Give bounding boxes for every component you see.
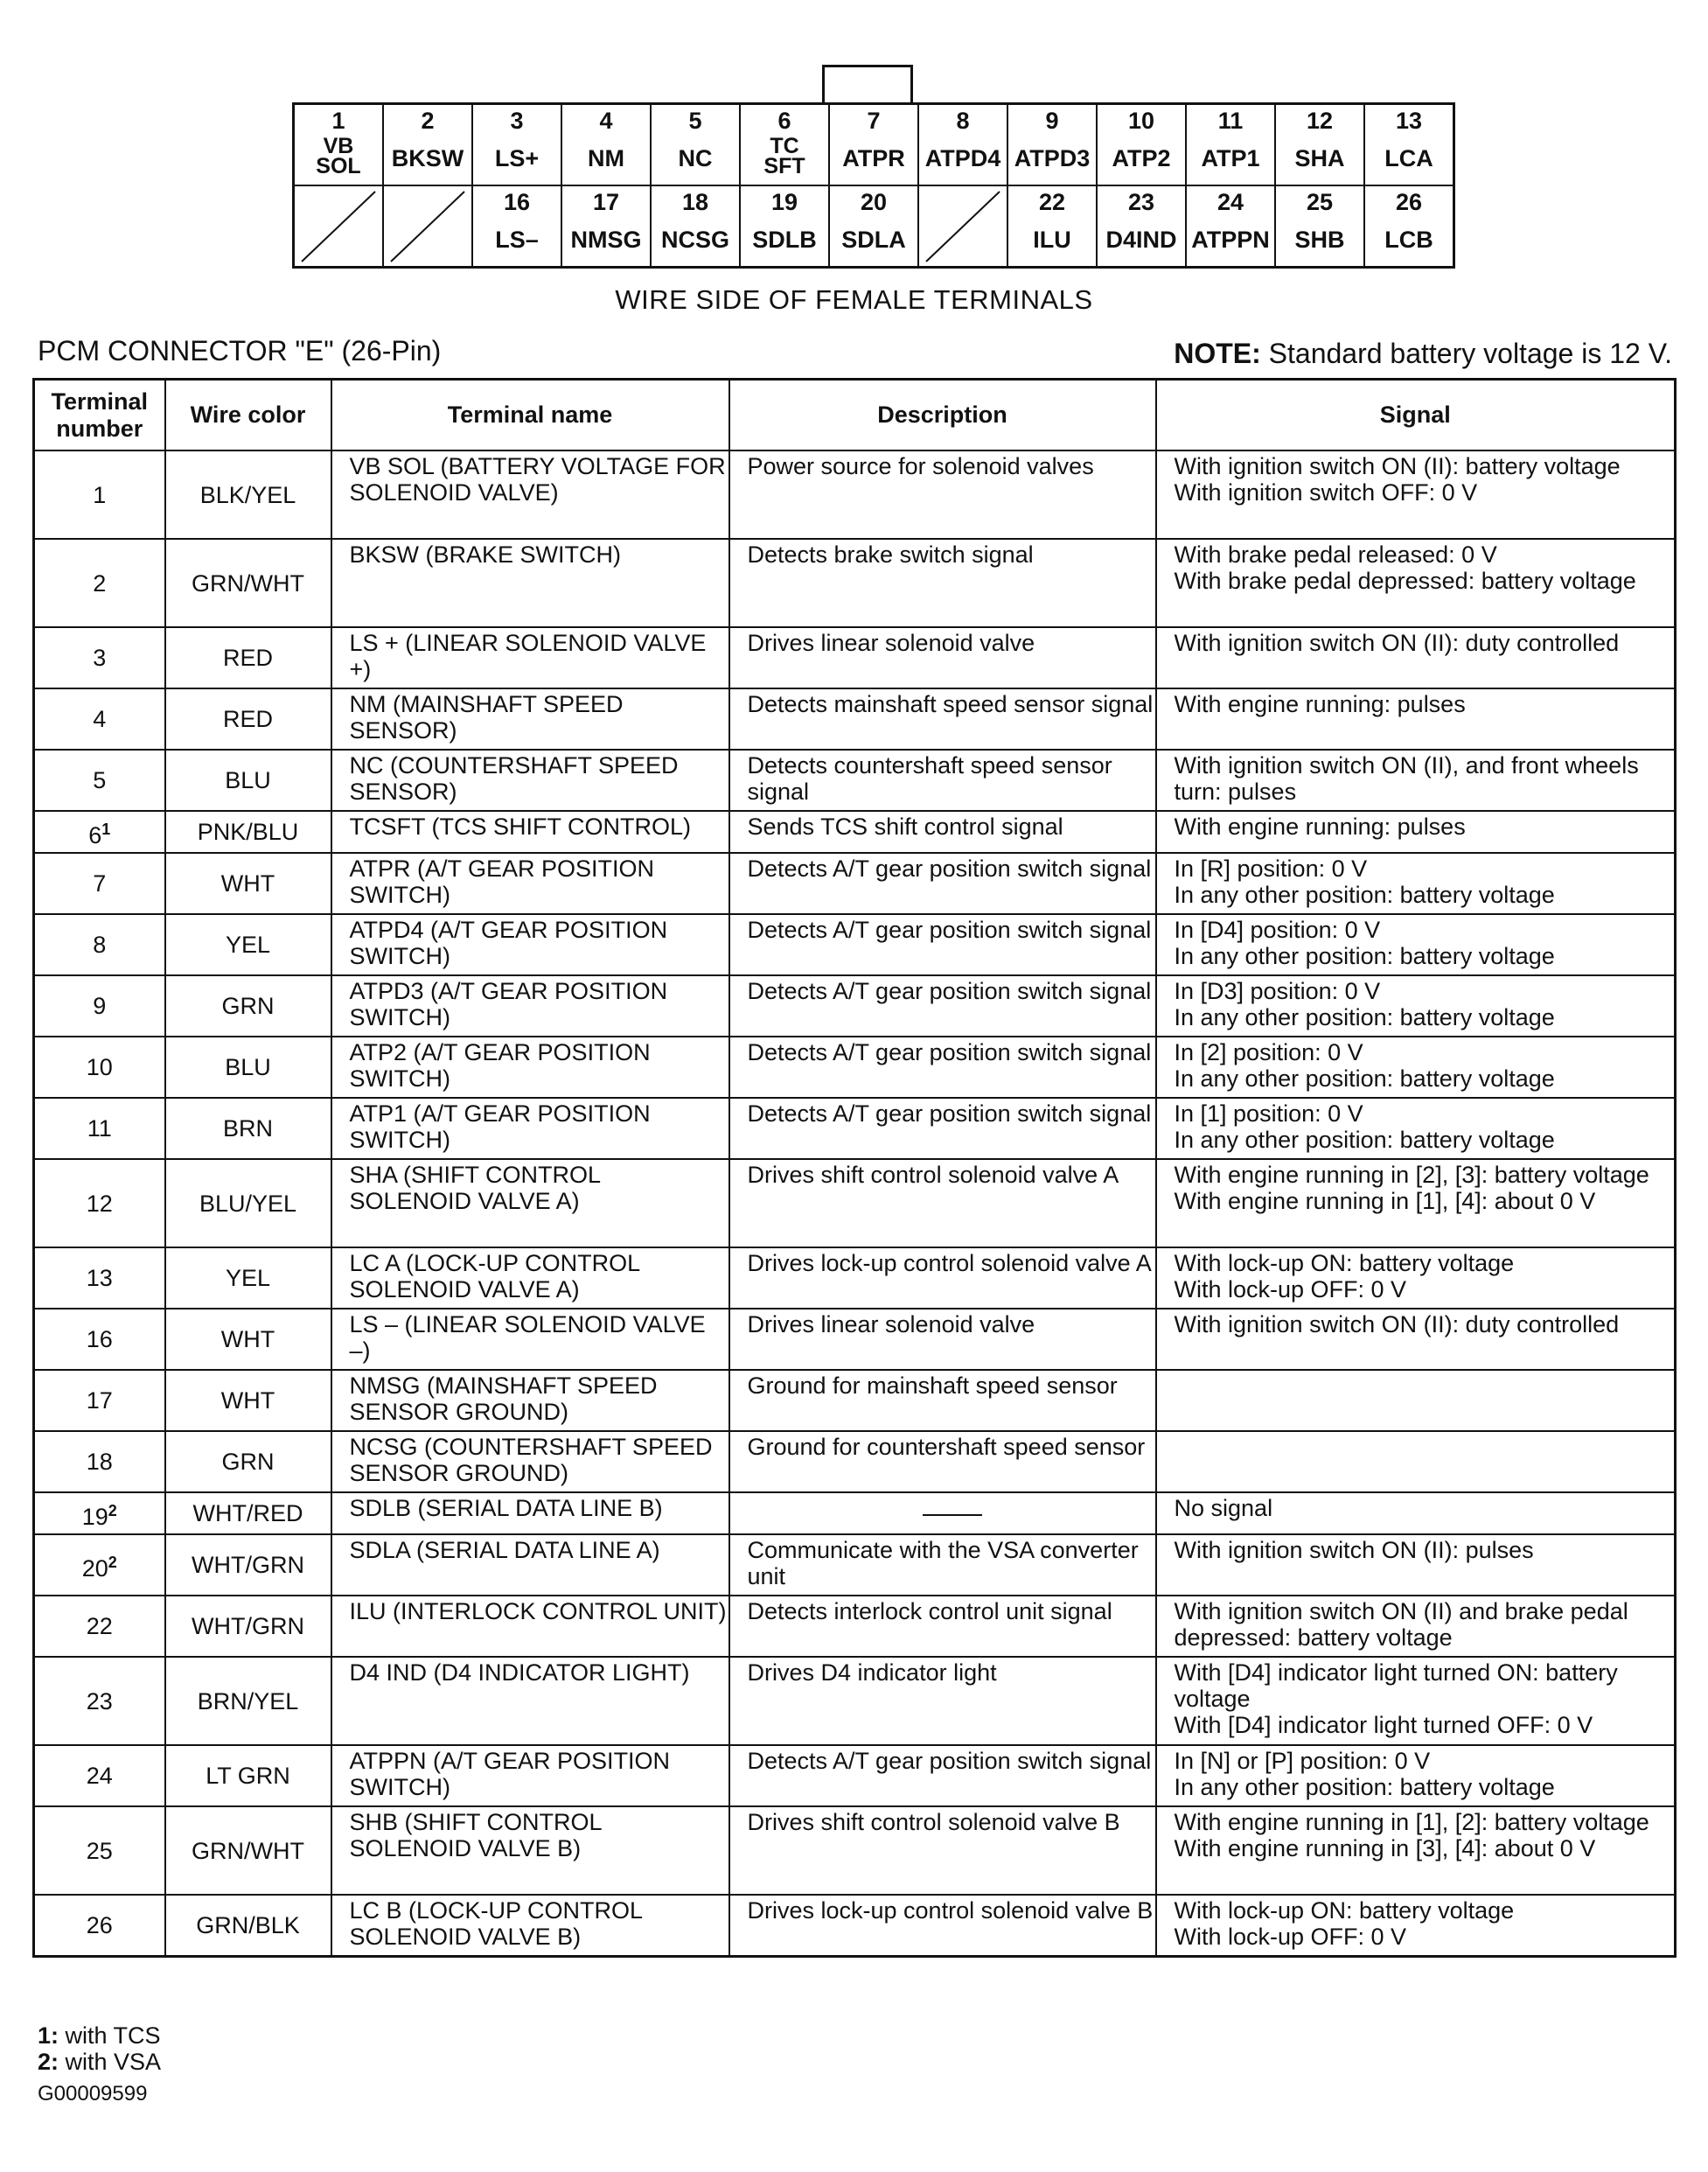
signal: With lock-up ON: battery voltage With lock-up OFF: 0 V <box>1156 1247 1676 1309</box>
pin-name: ATP1 <box>1201 145 1260 171</box>
wire-color: RED <box>165 627 331 688</box>
pin-number: 9 <box>1045 108 1059 134</box>
terminal-name: SHB (SHIFT CONTROL SOLENOID VALVE B) <box>331 1806 729 1895</box>
connector-pin <box>829 104 918 186</box>
pin-name: ATPR <box>842 145 905 171</box>
connector-title: PCM CONNECTOR "E" (26-Pin) <box>38 335 442 367</box>
description: Drives shift control solenoid valve B <box>729 1806 1156 1895</box>
terminal-number <box>34 1745 165 1806</box>
signal: With engine running in [1], [2]: battery voltage With engine running in [3], [4]: about 0 V <box>1156 1806 1676 1895</box>
connector-empty-cavity <box>383 185 472 268</box>
connector-caption: WIRE SIDE OF FEMALE TERMINALS <box>615 284 1093 315</box>
signal: With ignition switch ON (II): duty controlled <box>1156 627 1676 688</box>
terminal-name: NCSG (COUNTERSHAFT SPEED SENSOR GROUND) <box>331 1431 729 1492</box>
pin-name: SDLB <box>752 227 817 253</box>
terminal-number-value: 8 <box>93 932 107 958</box>
signal <box>1156 1370 1676 1431</box>
connector-pin <box>740 104 829 186</box>
signal: In [D3] position: 0 V In any other position: battery voltage <box>1156 975 1676 1037</box>
table-row <box>34 750 1676 811</box>
table-row <box>34 1492 1676 1534</box>
terminal-number-value: 20 <box>81 1554 108 1582</box>
table-row <box>34 1037 1676 1098</box>
terminal-number-value: 24 <box>86 1763 113 1789</box>
description: Detects A/T gear position switch signal <box>729 975 1156 1037</box>
pin-number: 7 <box>867 108 881 134</box>
pin-name: ILU <box>1033 227 1071 253</box>
pin-number: 17 <box>592 189 620 215</box>
footnote-ref: 2 <box>108 1501 117 1519</box>
pin-name: SDLA <box>841 227 906 253</box>
connector-pin <box>1007 104 1097 186</box>
connector-pin <box>1275 185 1364 268</box>
wire-color: LT GRN <box>165 1745 331 1806</box>
terminal-number <box>34 1431 165 1492</box>
description: Drives shift control solenoid valve A <box>729 1159 1156 1247</box>
wire-color: GRN <box>165 1431 331 1492</box>
connector-pin <box>740 185 829 268</box>
pin-number: 26 <box>1395 189 1423 215</box>
connector-pin <box>561 104 651 186</box>
terminal-number-value: 6 <box>88 821 102 849</box>
description: Sends TCS shift control signal <box>729 811 1156 853</box>
table-row <box>34 1745 1676 1806</box>
connector-pin <box>294 104 384 186</box>
wire-color: RED <box>165 688 331 750</box>
terminal-number-value: 10 <box>86 1054 113 1080</box>
description: Detects interlock control unit signal <box>729 1596 1156 1657</box>
description: Drives linear solenoid valve <box>729 627 1156 688</box>
terminal-number <box>34 1895 165 1956</box>
footnote-text: with TCS <box>59 2022 161 2049</box>
wire-color: BLU <box>165 750 331 811</box>
terminal-number-value: 18 <box>86 1449 113 1475</box>
terminal-number <box>34 450 165 539</box>
pin-number: 8 <box>956 108 970 134</box>
wire-color: GRN <box>165 975 331 1037</box>
pin-name: LCA <box>1384 145 1433 171</box>
wire-color: WHT <box>165 853 331 914</box>
wire-color: WHT/GRN <box>165 1596 331 1657</box>
pin-number: 20 <box>860 189 888 215</box>
wire-color: BLK/YEL <box>165 450 331 539</box>
terminal-name: NC (COUNTERSHAFT SPEED SENSOR) <box>331 750 729 811</box>
pin-number: 18 <box>681 189 709 215</box>
header-wire-color: Wire color <box>165 380 331 451</box>
terminal-number <box>34 1657 165 1745</box>
terminal-number <box>34 1596 165 1657</box>
table-row <box>34 627 1676 688</box>
wire-color: BRN/YEL <box>165 1657 331 1745</box>
pin-name: D4IND <box>1105 227 1177 253</box>
wire-color: YEL <box>165 1247 331 1309</box>
signal: In [R] position: 0 V In any other position: battery voltage <box>1156 853 1676 914</box>
terminal-name: ATP1 (A/T GEAR POSITION SWITCH) <box>331 1098 729 1159</box>
description <box>729 1492 1156 1534</box>
wire-color: WHT <box>165 1370 331 1431</box>
terminal-name: ILU (INTERLOCK CONTROL UNIT) <box>331 1596 729 1657</box>
connector-pin <box>829 185 918 268</box>
table-row <box>34 539 1676 627</box>
terminal-number <box>34 1534 165 1596</box>
pin-name: ATP2 <box>1112 145 1171 171</box>
terminal-number <box>34 1098 165 1159</box>
terminal-number-value: 5 <box>93 767 107 793</box>
connector-pin <box>1007 185 1097 268</box>
terminal-name: ATPD3 (A/T GEAR POSITION SWITCH) <box>331 975 729 1037</box>
table-row <box>34 811 1676 853</box>
description: Ground for countershaft speed sensor <box>729 1431 1156 1492</box>
pin-name: LS+ <box>494 145 540 171</box>
table-row <box>34 1534 1676 1596</box>
pin-number: 24 <box>1217 189 1244 215</box>
pin-name: ATPPN <box>1191 227 1270 253</box>
terminal-number-value: 2 <box>93 569 107 597</box>
pin-name: TC SFT <box>763 134 805 178</box>
pin-number: 3 <box>510 108 524 134</box>
terminal-number-value: 7 <box>93 870 107 897</box>
note <box>1174 338 1672 370</box>
wire-color: GRN/WHT <box>165 539 331 627</box>
header-signal: Signal <box>1156 380 1676 451</box>
description: Detects A/T gear position switch signal <box>729 1745 1156 1806</box>
terminal-number <box>34 539 165 627</box>
connector-pin <box>1364 185 1454 268</box>
connector-pin <box>651 185 740 268</box>
terminal-number-value: 19 <box>81 1503 108 1530</box>
connector-pin <box>561 185 651 268</box>
pin-name: NCSG <box>660 227 729 253</box>
description: Power source for solenoid valves <box>729 450 1156 539</box>
terminal-number-value: 3 <box>93 645 107 671</box>
pin-number: 4 <box>599 108 613 134</box>
connector-pin <box>1097 185 1186 268</box>
description: Communicate with the VSA converter unit <box>729 1534 1156 1596</box>
wire-color: BRN <box>165 1098 331 1159</box>
connector-pin <box>383 104 472 186</box>
description: Detects A/T gear position switch signal <box>729 1098 1156 1159</box>
pin-name: ATPD3 <box>1014 145 1091 171</box>
footnote-ref: 2 <box>108 1553 117 1571</box>
terminal-number <box>34 811 165 853</box>
table-row <box>34 1657 1676 1745</box>
description: Drives lock-up control solenoid valve A <box>729 1247 1156 1309</box>
pin-name: NM <box>588 145 624 171</box>
terminal-number-value: 13 <box>86 1265 113 1291</box>
table-row <box>34 975 1676 1037</box>
terminal-number-value: 17 <box>86 1387 113 1414</box>
terminal-number <box>34 627 165 688</box>
signal: With ignition switch ON (II): pulses <box>1156 1534 1676 1596</box>
terminal-name: ATPPN (A/T GEAR POSITION SWITCH) <box>331 1745 729 1806</box>
wire-color: WHT/GRN <box>165 1534 331 1596</box>
signal: With ignition switch ON (II), and front wheels turn: pulses <box>1156 750 1676 811</box>
terminal-name: ATP2 (A/T GEAR POSITION SWITCH) <box>331 1037 729 1098</box>
terminal-name: NM (MAINSHAFT SPEED SENSOR) <box>331 688 729 750</box>
signal: With engine running: pulses <box>1156 688 1676 750</box>
pin-number: 13 <box>1395 108 1423 134</box>
signal <box>1156 1431 1676 1492</box>
connector-pin <box>1097 104 1186 186</box>
terminal-number-value: 16 <box>86 1326 113 1352</box>
connector-locking-tab <box>822 65 913 104</box>
table-row <box>34 853 1676 914</box>
table-row <box>34 1431 1676 1492</box>
footnote-2 <box>38 2049 161 2075</box>
signal: With engine running in [2], [3]: battery voltage With engine running in [1], [4]: about 0 V <box>1156 1159 1676 1247</box>
pin-name: ATPD4 <box>924 145 1001 171</box>
table-row <box>34 1370 1676 1431</box>
terminal-number <box>34 914 165 975</box>
terminal-name: VB SOL (BATTERY VOLTAGE FOR SOLENOID VALVE) <box>331 450 729 539</box>
pin-number: 6 <box>777 108 791 134</box>
terminal-number-value: 4 <box>93 706 107 732</box>
description: Drives lock-up control solenoid valve B <box>729 1895 1156 1956</box>
table-row <box>34 1247 1676 1309</box>
signal: With [D4] indicator light turned ON: battery voltage With [D4] indicator light turned OFF: 0 V <box>1156 1657 1676 1745</box>
pin-name: VB SOL <box>316 134 361 178</box>
pin-number: 23 <box>1127 189 1155 215</box>
pin-number: 16 <box>503 189 531 215</box>
footnote-1 <box>38 2022 161 2049</box>
terminal-number <box>34 688 165 750</box>
description: Drives D4 indicator light <box>729 1657 1156 1745</box>
terminal-number-value: 22 <box>86 1613 113 1639</box>
terminal-table <box>32 378 1677 1958</box>
wire-color: WHT/RED <box>165 1492 331 1534</box>
terminal-name: ATPD4 (A/T GEAR POSITION SWITCH) <box>331 914 729 975</box>
connector-pin <box>1186 104 1275 186</box>
wire-color: BLU/YEL <box>165 1159 331 1247</box>
description: Detects A/T gear position switch signal <box>729 1037 1156 1098</box>
signal: With brake pedal released: 0 V With brake pedal depressed: battery voltage <box>1156 539 1676 627</box>
note-label: NOTE: <box>1174 338 1261 369</box>
connector-pin <box>472 185 561 268</box>
connector-bottom-row <box>294 185 1454 268</box>
pin-name: NMSG <box>570 227 642 253</box>
wire-color: GRN/WHT <box>165 1806 331 1895</box>
terminal-number-value: 12 <box>86 1190 113 1217</box>
table-row <box>34 1895 1676 1956</box>
terminal-number-value: 25 <box>86 1837 113 1864</box>
terminal-number <box>34 975 165 1037</box>
footnote-text: with VSA <box>59 2049 162 2075</box>
description: Detects countershaft speed sensor signal <box>729 750 1156 811</box>
wire-color: YEL <box>165 914 331 975</box>
terminal-number-value: 1 <box>93 481 107 508</box>
table-row <box>34 1806 1676 1895</box>
terminal-name: TCSFT (TCS SHIFT CONTROL) <box>331 811 729 853</box>
description: Ground for mainshaft speed sensor <box>729 1370 1156 1431</box>
terminal-name: LC B (LOCK-UP CONTROL SOLENOID VALVE B) <box>331 1895 729 1956</box>
description: Detects brake switch signal <box>729 539 1156 627</box>
footnote-mark: 1: <box>38 2022 59 2049</box>
connector-pin <box>472 104 561 186</box>
connector-empty-cavity <box>294 185 384 268</box>
terminal-number <box>34 1159 165 1247</box>
signal: With ignition switch ON (II) and brake pedal depressed: battery voltage <box>1156 1596 1676 1657</box>
terminal-number <box>34 1806 165 1895</box>
terminal-name: LS + (LINEAR SOLENOID VALVE +) <box>331 627 729 688</box>
terminal-name: NMSG (MAINSHAFT SPEED SENSOR GROUND) <box>331 1370 729 1431</box>
terminal-number-value: 23 <box>86 1687 113 1715</box>
terminal-name: SDLB (SERIAL DATA LINE B) <box>331 1492 729 1534</box>
footnote-mark: 2: <box>38 2049 59 2075</box>
wire-color: PNK/BLU <box>165 811 331 853</box>
signal: In [2] position: 0 V In any other position: battery voltage <box>1156 1037 1676 1098</box>
table-row <box>34 450 1676 539</box>
connector-pin <box>651 104 740 186</box>
terminal-name: SHA (SHIFT CONTROL SOLENOID VALVE A) <box>331 1159 729 1247</box>
terminal-number <box>34 750 165 811</box>
signal: In [1] position: 0 V In any other position: battery voltage <box>1156 1098 1676 1159</box>
table-header-row <box>34 380 1676 451</box>
wire-color: WHT <box>165 1309 331 1370</box>
wire-color: BLU <box>165 1037 331 1098</box>
pin-number: 22 <box>1038 189 1066 215</box>
signal: With engine running: pulses <box>1156 811 1676 853</box>
signal: In [N] or [P] position: 0 V In any other position: battery voltage <box>1156 1745 1676 1806</box>
header-description: Description <box>729 380 1156 451</box>
pin-name: BKSW <box>391 145 464 171</box>
pin-number: 19 <box>770 189 798 215</box>
pin-number: 25 <box>1306 189 1334 215</box>
description: Detects A/T gear position switch signal <box>729 853 1156 914</box>
wire-color: GRN/BLK <box>165 1895 331 1956</box>
table-row <box>34 1098 1676 1159</box>
pin-number: 2 <box>421 108 435 134</box>
terminal-number <box>34 1309 165 1370</box>
signal: With ignition switch ON (II): battery voltage With ignition switch OFF: 0 V <box>1156 450 1676 539</box>
connector-pin <box>1275 104 1364 186</box>
table-row <box>34 1309 1676 1370</box>
signal: With lock-up ON: battery voltage With lock-up OFF: 0 V <box>1156 1895 1676 1956</box>
figure-id: G00009599 <box>38 2082 148 2106</box>
terminal-name: SDLA (SERIAL DATA LINE A) <box>331 1534 729 1596</box>
header-terminal-name: Terminal name <box>331 380 729 451</box>
pin-number: 11 <box>1217 108 1244 134</box>
connector-empty-cavity <box>918 185 1007 268</box>
terminal-name: LS – (LINEAR SOLENOID VALVE –) <box>331 1309 729 1370</box>
description: Detects mainshaft speed sensor signal <box>729 688 1156 750</box>
connector-pin-diagram <box>292 102 1455 269</box>
signal: In [D4] position: 0 V In any other position: battery voltage <box>1156 914 1676 975</box>
table-row <box>34 1596 1676 1657</box>
terminal-number <box>34 853 165 914</box>
footnote-ref: 1 <box>101 820 111 838</box>
terminal-number <box>34 1492 165 1534</box>
pin-name: SHB <box>1294 227 1345 253</box>
pin-number: 5 <box>688 108 702 134</box>
connector-pin <box>918 104 1007 186</box>
table-row <box>34 1159 1676 1247</box>
signal: No signal <box>1156 1492 1676 1534</box>
terminal-number <box>34 1247 165 1309</box>
terminal-name: ATPR (A/T GEAR POSITION SWITCH) <box>331 853 729 914</box>
terminal-number-value: 26 <box>86 1911 113 1938</box>
description: Detects A/T gear position switch signal <box>729 914 1156 975</box>
pin-number: 1 <box>331 108 345 134</box>
pin-number: 12 <box>1306 108 1334 134</box>
terminal-number <box>34 1037 165 1098</box>
connector-pin <box>1364 104 1454 186</box>
terminal-name: D4 IND (D4 INDICATOR LIGHT) <box>331 1657 729 1745</box>
note-text: Standard battery voltage is 12 V. <box>1260 338 1672 369</box>
connector-pin <box>1186 185 1275 268</box>
terminal-number-value: 11 <box>87 1115 112 1142</box>
pin-name: SHA <box>1294 145 1345 171</box>
pin-name: NC <box>678 145 713 171</box>
pin-number: 10 <box>1127 108 1155 134</box>
terminal-number-value: 9 <box>93 993 107 1019</box>
pin-name: LCB <box>1384 227 1433 253</box>
terminal-number <box>34 1370 165 1431</box>
signal: With ignition switch ON (II): duty controlled <box>1156 1309 1676 1370</box>
pin-name: LS– <box>495 227 539 253</box>
terminal-name: BKSW (BRAKE SWITCH) <box>331 539 729 627</box>
terminal-name: LC A (LOCK-UP CONTROL SOLENOID VALVE A) <box>331 1247 729 1309</box>
table-row <box>34 688 1676 750</box>
no-description-dash <box>923 1514 982 1516</box>
connector-top-row <box>294 104 1454 186</box>
description: Drives linear solenoid valve <box>729 1309 1156 1370</box>
table-row <box>34 914 1676 975</box>
header-terminal-number: Terminal number <box>34 380 165 451</box>
